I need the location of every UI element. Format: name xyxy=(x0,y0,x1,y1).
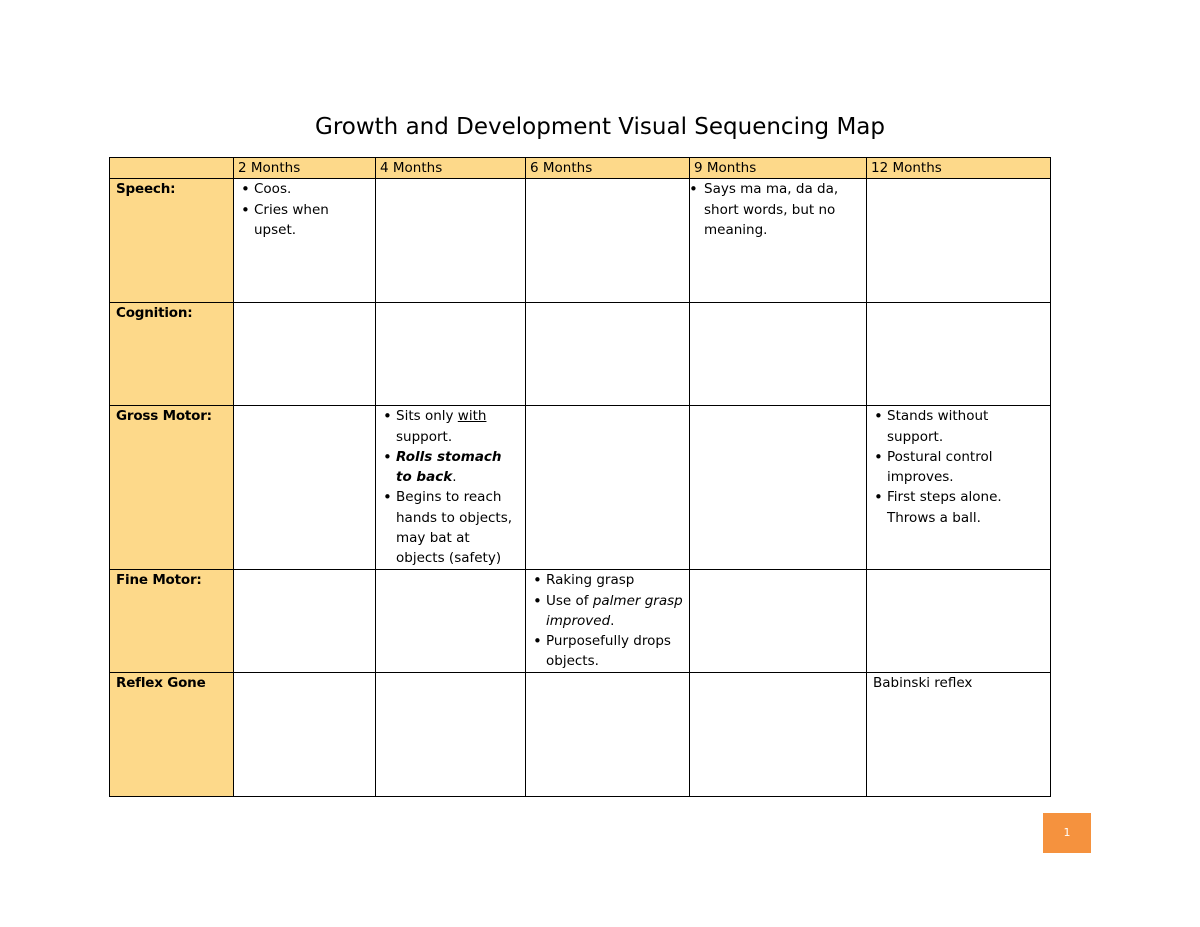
cell-reflex-9-months xyxy=(690,672,867,796)
text-run: Sits only xyxy=(396,408,458,425)
cell-fine-motor-2-months xyxy=(234,570,376,672)
row-label-gross-motor: Gross Motor: xyxy=(110,406,234,570)
sequencing-map-table xyxy=(109,157,1051,797)
cell-cognition-9-months xyxy=(690,303,867,406)
table-row-gross-motor xyxy=(110,406,1051,570)
column-header-6-months: 6 Months xyxy=(526,158,690,179)
cell-fine-motor-9-months xyxy=(690,570,867,672)
row-label-cognition: Cognition: xyxy=(110,303,234,406)
text-run: . xyxy=(452,469,457,486)
cell-cognition-2-months xyxy=(234,303,376,406)
table-row-reflex-gone xyxy=(110,672,1051,796)
text-run-bold-italic: Rolls stomach to back xyxy=(396,448,502,486)
page-number-badge: 1 xyxy=(1043,813,1091,853)
cell-reflex-4-months xyxy=(376,672,526,796)
corner-header-cell xyxy=(110,158,234,179)
list-item xyxy=(382,406,521,447)
text-run: . xyxy=(610,612,615,629)
table-row-speech xyxy=(110,179,1051,303)
cell-gross-motor-6-months xyxy=(526,406,690,570)
cell-fine-motor-6-months xyxy=(526,570,690,672)
list-item: • Raking grasp xyxy=(532,570,685,590)
cell-speech-6-months xyxy=(526,179,690,303)
list-item: • Coos. xyxy=(240,179,371,199)
cell-reflex-2-months xyxy=(234,672,376,796)
list-item: • Purposefully drops objects. xyxy=(532,631,685,672)
text-run: Use of xyxy=(546,592,593,609)
text-run: support. xyxy=(396,428,453,445)
list-item: • Says ma ma, da da, short words, but no meaning. xyxy=(692,179,862,240)
column-header-4-months: 4 Months xyxy=(376,158,526,179)
table-row-fine-motor xyxy=(110,570,1051,672)
cell-cognition-6-months xyxy=(526,303,690,406)
list-item: • Stands without support. xyxy=(873,406,1046,447)
cell-cognition-4-months xyxy=(376,303,526,406)
list-item xyxy=(382,447,521,488)
cell-fine-motor-4-months xyxy=(376,570,526,672)
row-label-speech: Speech: xyxy=(110,179,234,303)
cell-reflex-12-months: Babinski reflex xyxy=(867,672,1051,796)
cell-reflex-6-months xyxy=(526,672,690,796)
table-row-cognition xyxy=(110,303,1051,406)
header-row xyxy=(110,158,1051,179)
text-run-underlined: with xyxy=(457,408,487,425)
column-header-12-months: 12 Months xyxy=(867,158,1051,179)
cell-gross-motor-4-months xyxy=(376,406,526,570)
column-header-2-months: 2 Months xyxy=(234,158,376,179)
list-item: • Cries when upset. xyxy=(240,200,371,241)
cell-speech-12-months xyxy=(867,179,1051,303)
document-title: Growth and Development Visual Sequencing Map xyxy=(315,114,885,140)
list-item: • Postural control improves. xyxy=(873,447,1046,488)
row-label-reflex-gone: Reflex Gone xyxy=(110,672,234,796)
list-item: • Begins to reach hands to objects, may bat at objects (safety) xyxy=(382,487,521,568)
list-item xyxy=(532,591,685,632)
row-label-fine-motor: Fine Motor: xyxy=(110,570,234,672)
cell-speech-2-months xyxy=(234,179,376,303)
cell-gross-motor-2-months xyxy=(234,406,376,570)
text-run-italic: palmer grasp improved xyxy=(546,592,683,629)
cell-speech-4-months xyxy=(376,179,526,303)
list-item: • First steps alone. Throws a ball. xyxy=(873,487,1046,528)
cell-gross-motor-12-months xyxy=(867,406,1051,570)
cell-gross-motor-9-months xyxy=(690,406,867,570)
cell-cognition-12-months xyxy=(867,303,1051,406)
cell-fine-motor-12-months xyxy=(867,570,1051,672)
column-header-9-months: 9 Months xyxy=(690,158,867,179)
cell-speech-9-months xyxy=(690,179,867,303)
